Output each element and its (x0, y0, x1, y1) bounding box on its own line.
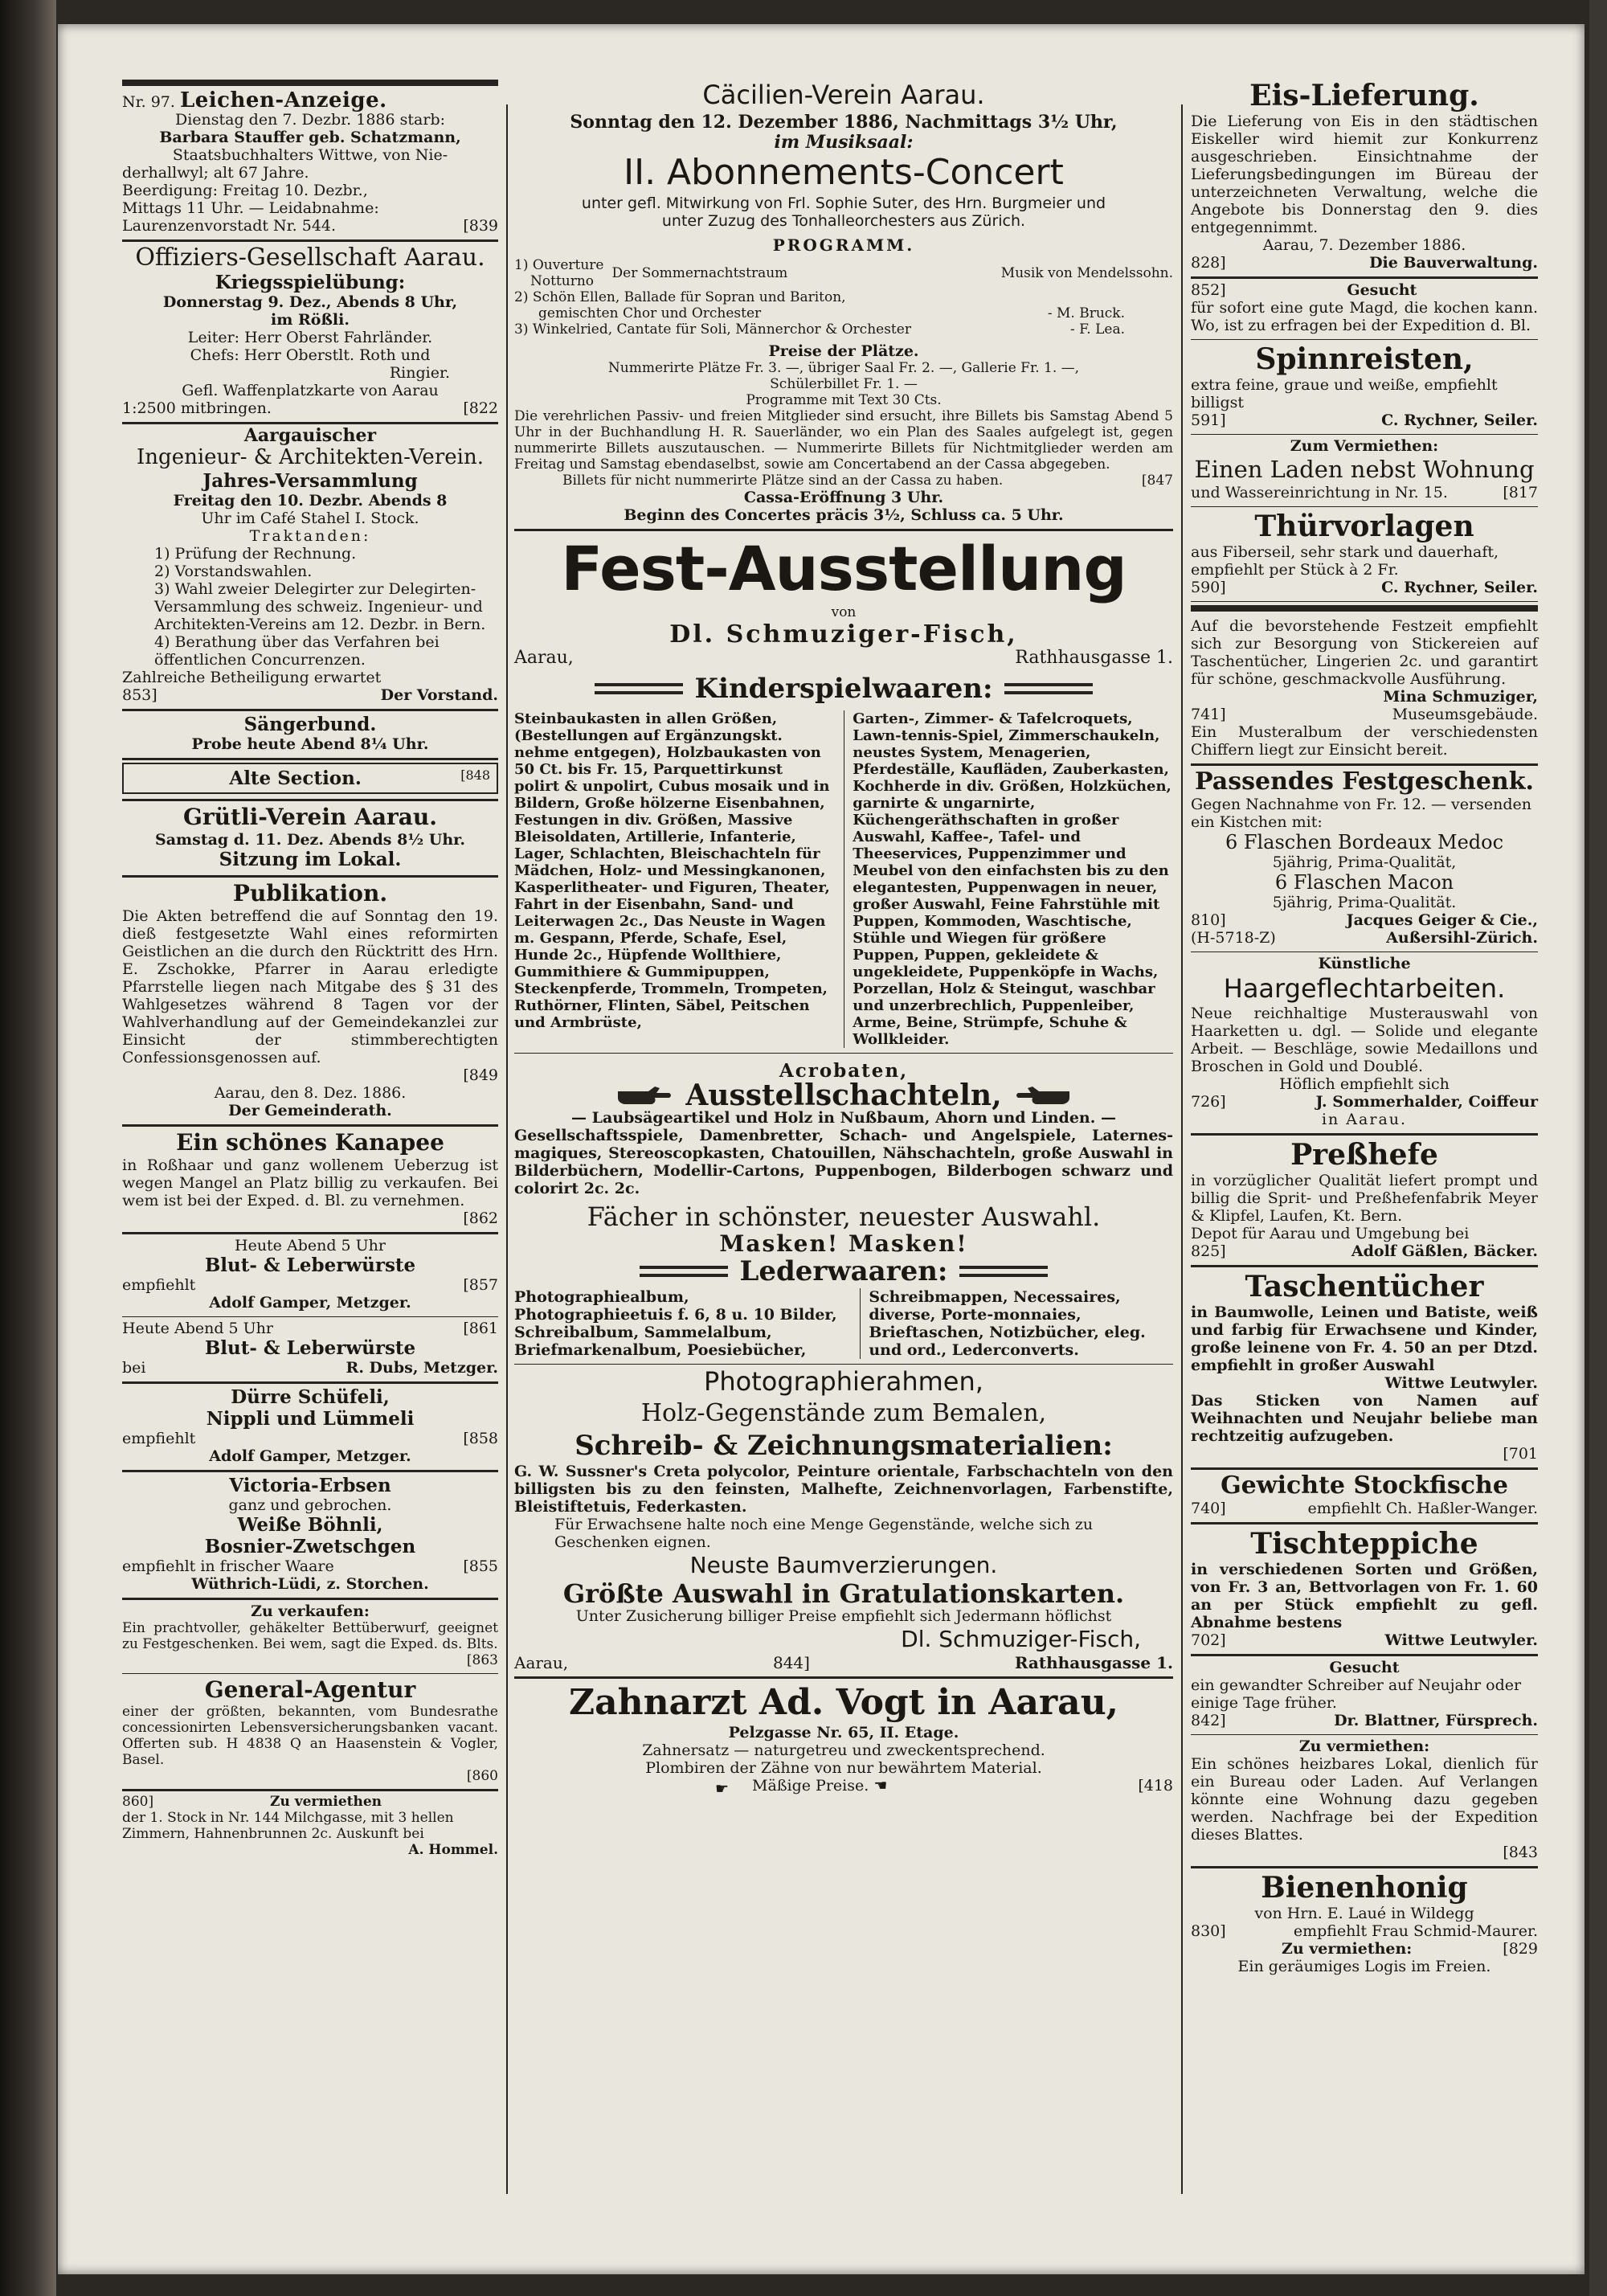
ad-alte-section (122, 760, 498, 801)
ad-title: Victoria-Erbsen (229, 1475, 391, 1496)
ad-blutwurst-dubs (122, 1317, 498, 1384)
ad-body: Die verehrlichen Passiv- und freien Mitglieder sind ersucht, ihre Billets bis Samstag Abend 5 Uhr in der Buchhandlung H. R. Sauerländer, wo ein Plan des Saales aufgelegt ist, gegen nummerirte Billets auszutauschen. — Nummerirte Billets für Nichtmitglieder werden am Freitag und Samstag ebendaselbst, sowie am Concertabend an der Cassa abgegeben. (514, 408, 1173, 473)
text-line: Laurenzenvorstadt Nr. 544. (122, 217, 337, 235)
ad-title: Preßhefe (1290, 1138, 1438, 1172)
section-title: Holz-Gegenstände zum Bemalen, (640, 1399, 1047, 1427)
text-line: im Musiksaal: (774, 132, 914, 153)
ad-body: Ein prachtvoller, gehäkelter Bettüberwurf, geeignet zu Festgeschenken. Bei wem, sagt die Exped. ds. Blts. (122, 1620, 498, 1652)
ad-stickereien (1191, 615, 1538, 766)
section-title: Schreib- & Zeichnungsmaterialien: (575, 1430, 1113, 1462)
ad-ref: [863 (466, 1652, 498, 1668)
ad-title: Einen Laden nebst Wohnung (1194, 456, 1535, 483)
text-line: empfiehlt (122, 1430, 196, 1447)
ad-stockfische (1191, 1470, 1538, 1525)
text-line: von (831, 604, 857, 620)
text-line: empfiehlt (122, 1276, 196, 1294)
text-line: Sonntag den 12. Dezember 1886, Nachmittags 3½ Uhr, (570, 112, 1118, 133)
ad-fest-ausstellung (514, 531, 1173, 1679)
ad-spinnreisten (1191, 340, 1538, 435)
ad-vermiethen-hommel (122, 1791, 498, 1858)
ad-schreiber (1191, 1656, 1538, 1735)
ad-ref: [849 (463, 1066, 498, 1084)
ad-subtitle: Jahres-Versammlung (202, 470, 418, 492)
section-title: Acrobaten, (779, 1060, 909, 1082)
program-item: Notturno (530, 273, 595, 289)
ad-title: Offiziers-Gesellschaft Aarau. (135, 244, 485, 272)
ad-offiziers (122, 242, 498, 424)
text-line: Uhr im Café Stahel I. Stock. (201, 510, 419, 527)
ad-signature: Der Gemeinderath. (228, 1102, 392, 1119)
ad-ref: 860] (122, 1794, 154, 1810)
ad-magd (1191, 279, 1538, 340)
ornament-bar (959, 1266, 1048, 1277)
ad-zahnarzt (514, 1679, 1173, 1798)
text-line: empfiehlt Ch. Haßler-Wanger. (1307, 1500, 1538, 1517)
ad-caecilien (514, 76, 1173, 531)
ad-title: Haargeflechtarbeiten. (1223, 973, 1506, 1004)
text-line: Aarau, (514, 1653, 569, 1672)
text-line: 1:2500 mitbringen. (122, 399, 272, 417)
ad-signature: Adolf Gäßlen, Bäcker. (1351, 1242, 1538, 1260)
ad-title: Grütli-Verein Aarau. (183, 804, 437, 830)
ad-lokal (1191, 1735, 1538, 1868)
ad-title: Publikation. (232, 880, 388, 907)
text-line: Für Erwachsene halte noch eine Menge Gegenstände, welche sich zu Geschenken eignen. (554, 1516, 1094, 1551)
ad-ref: 726] (1191, 1093, 1226, 1111)
text-line: Ringier. (389, 364, 450, 382)
ad-subtitle: Sitzung im Lokal. (219, 849, 402, 870)
ad-title: Eis-Lieferung. (1249, 79, 1479, 113)
text-line: Samstag d. 11. Dez. Abends 8½ Uhr. (154, 831, 466, 849)
section-title: Ausstellschachteln, (685, 1078, 1002, 1112)
ad-ref: [847 (1141, 473, 1173, 489)
ad-ref: [829 (1503, 1940, 1538, 1958)
ad-ref: 810] (1191, 911, 1226, 929)
text-line: Zahlreiche Betheiligung erwartet (122, 669, 382, 686)
pointing-hand-icon (1015, 1085, 1071, 1106)
text-line: Billets für nicht nummerirte Plätze sind an der Cassa zu haben. (562, 473, 1004, 489)
ad-signature: Die Bauverwaltung. (1369, 254, 1538, 272)
ad-body: Gesellschaftsspiele, Damenbretter, Schach- und Angelspiele, Laternes-magiques, Stereoscopkasten, Chatouillen, Nähschachteln, große Auswahl in Bilderbüchern, Modellir-Cartons, Puppenbogen, Bilderbogen schwarz und colorirt 2c. 2c. (514, 1127, 1173, 1197)
ad-agentur (122, 1674, 498, 1791)
program-composer: - M. Bruck. (1047, 305, 1125, 321)
text-line: Museumsgebäude. (1392, 706, 1538, 723)
ad-presshefe (1191, 1136, 1538, 1267)
ad-ref: [848 (460, 767, 490, 783)
text-line: Zahnersatz — naturgetreu und zweckentsprechend. (642, 1741, 1045, 1759)
text-line: empfiehlt in frischer Waare (122, 1557, 334, 1575)
text-line: Traktanden: (249, 527, 371, 545)
ad-subtitle: Künstliche (1318, 955, 1411, 972)
ad-verkaufen (122, 1600, 498, 1674)
text-line: Rathhausgasse 1. (1014, 1653, 1173, 1672)
ad-title: Sängerbund. (243, 714, 377, 735)
ad-title: Zu vermiethen (270, 1794, 382, 1810)
ad-blutwurst-gamper (122, 1234, 498, 1317)
ad-eis (1191, 76, 1538, 279)
ad-title: Ein schönes Kanapee (176, 1129, 444, 1156)
ad-ref: 825] (1191, 1242, 1226, 1260)
text-line: derhallwyl; alt 67 Jahre. (122, 164, 309, 182)
section-title: Lederwaaren: (739, 1255, 948, 1287)
ad-ref: [822 (463, 399, 498, 417)
center-column (514, 76, 1173, 1798)
text-line: Rathhausgasse 1. (1015, 648, 1173, 668)
firm-name: Dl. Schmuziger-Fisch, (669, 620, 1018, 649)
ad-title: Gesucht (1347, 281, 1417, 299)
list-item: 3) Wahl zweier Delegirter zur Delegirten-Versammlung des schweiz. Ingenieur- und Architekten-Vereins am 12. Dezbr. in Bern. (154, 580, 486, 633)
prices-heading: Preise der Plätze. (768, 342, 919, 360)
text-line: ganz und gebrochen. (228, 1496, 392, 1514)
ad-signature: Außersihl-Zürich. (1386, 929, 1538, 947)
section-title: Photographierahmen, (704, 1366, 983, 1397)
ad-erbsen (122, 1472, 498, 1600)
ad-subtitle: Kriegsspielübung: (215, 272, 406, 293)
ad-signature: J. Sommerhalder, Coiffeur (1315, 1093, 1538, 1111)
ad-leichen (122, 89, 498, 242)
program-item: gemischten Chor und Orchester (538, 305, 762, 321)
ad-title: Cäcilien-Verein Aarau. (702, 80, 985, 110)
section-title: Neuste Baumverzierungen. (689, 1552, 998, 1578)
left-column (122, 76, 498, 1858)
list-item: 1) Prüfung der Rechnung. (154, 545, 357, 563)
program-item: 2) Schön Ellen, Ballade für Sopran und Bariton, (514, 289, 846, 305)
ad-title: Passendes Festgeschenk. (1195, 767, 1534, 796)
text-line: von Hrn. E. Laué in Wildegg (1254, 1905, 1474, 1922)
concert-title: II. Abonnements-Concert (624, 152, 1064, 193)
ad-title: Leichen-Anzeige. (179, 88, 387, 113)
program-item: Der Sommernachtstraum (611, 265, 788, 281)
text-line: Donnerstag 9. Dez., Abends 8 Uhr, (162, 293, 458, 311)
ad-body: für sofort eine gute Magd, die kochen kann. Wo, ist zu erfragen bei der Expedition d. Bl. (1191, 299, 1538, 334)
ad-title: Zu vermiethen: (1281, 1940, 1413, 1958)
text-line: Programme mit Text 30 Cts. (746, 392, 942, 408)
ad-ref: 702] (1191, 1631, 1226, 1649)
text-line: Freitag den 10. Dezbr. Abends 8 (173, 492, 448, 510)
text-line: unter Zuzug des Tonhalleorchesters aus Zürich. (661, 212, 1026, 230)
ad-signature: Wittwe Leutwyler. (1384, 1374, 1538, 1392)
text-line: Unter Zusicherung billiger Preise empfiehlt sich Jedermann höflichst (575, 1607, 1112, 1625)
ad-signature: C. Rychner, Seiler. (1381, 579, 1538, 596)
text-line: 5jährig, Prima-Qualität, (1272, 853, 1457, 871)
text-line: Barbara Stauffer geb. Schatzmann, (159, 129, 461, 146)
ad-title: Nippli und Lümmeli (206, 1408, 415, 1430)
text-line: Chefs: Herr Oberstlt. Roth und (190, 346, 431, 364)
ad-title: Blut- & Leberwürste (204, 1254, 416, 1276)
ad-title: Aargauischer (243, 425, 377, 446)
ad-ref: 844] (772, 1653, 810, 1672)
text-line: — Laubsägeartikel und Holz in Nußbaum, Ahorn und Linden. — (571, 1109, 1116, 1127)
ad-title: Zu vermiethen: (1298, 1737, 1430, 1755)
ad-title: Gewichte Stockfische (1221, 1471, 1508, 1500)
ornament-bar (595, 683, 683, 694)
ad-title: Tischteppiche (1250, 1527, 1478, 1561)
ad-ref: 830] (1191, 1922, 1226, 1940)
text-line: Ein geräumiges Logis im Freien. (1237, 1958, 1491, 1975)
ad-body: in verschiedenen Sorten und Größen, von Fr. 3 an, Bettvorlagen von Fr. 1. 60 an per Stück empfiehlt zu gefl. Abnahme bestens (1191, 1561, 1538, 1631)
right-column (1191, 76, 1538, 1975)
top-bar (122, 80, 498, 86)
ad-signature: A. Hommel. (408, 1842, 498, 1858)
ad-title: General-Agentur (204, 1676, 416, 1703)
ad-duerre (122, 1384, 498, 1472)
program-heading: PROGRAMM. (772, 235, 915, 255)
ad-title: Gesucht (1329, 1659, 1400, 1676)
text-line: Beginn des Concertes präcis 3½, Schluss ca. 5 Uhr. (624, 506, 1064, 524)
program-item: 1) Ouverture (514, 257, 604, 273)
ad-title: Bienenhonig (1261, 1871, 1468, 1905)
ad-title: Spinnreisten, (1255, 342, 1474, 376)
ad-title: Ingenieur- & Architekten-Verein. (137, 445, 484, 469)
ad-haargeflecht (1191, 952, 1538, 1136)
ad-title: Weiße Böhnli, (237, 1514, 383, 1536)
ad-signature: Dr. Blattner, Fürsprech. (1334, 1712, 1538, 1729)
ornament-bar (1004, 683, 1093, 694)
ad-ref: 828] (1191, 254, 1226, 272)
ad-tischteppiche (1191, 1525, 1538, 1656)
ad-body: extra feine, graue und weiße, empfiehlt billigst (1191, 376, 1498, 411)
ad-body: in Roßhaar und ganz wollenem Ueberzug ist wegen Mangel an Platz billig zu verkaufen. Bei wem ist bei der Exped. d. Bl. zu vernehmen. (122, 1156, 498, 1209)
ad-title: Alte Section. (229, 767, 362, 789)
ad-ref: 842] (1191, 1712, 1226, 1729)
ad-ref: 591] (1191, 411, 1226, 429)
section-title: Kinderspielwaaren: (694, 673, 993, 705)
ad-body: Ein schönes heizbares Lokal, dienlich für ein Bureau oder Laden. Auf Verlangen könnte eine Wohnung dazu gegeben werden. Nachfrage bei der Expedition dieses Blattes. (1191, 1755, 1538, 1844)
ad-signature: Wüthrich-Lüdi, z. Storchen. (191, 1575, 429, 1593)
ad-subtitle: Zum Vermiethen: (1290, 437, 1439, 455)
ad-body: G. W. Sussner's Creta polycolor, Peinture orientale, Farbschachteln von den billigsten bis zu den feinsten, Malhefte, Zeichnenvorlagen, Farbenstifte, Bleistiftetuis, Federkasten. (514, 1463, 1173, 1516)
ornament-bar (640, 1266, 728, 1277)
ad-body: Photographiealbum, Photographieetuis f. 6, 8 u. 10 Bilder, Schreibalbum, Sammelalbum, Briefmarkenalbum, Poesiebücher, (514, 1288, 837, 1359)
ad-title: Bosnier-Zwetschgen (204, 1536, 416, 1557)
ad-ref: [701 (1503, 1445, 1538, 1463)
ad-ref: [858 (463, 1430, 498, 1447)
ad-body: Ein Musteralbum der verschiedensten Chiffern liegt zur Einsicht bereit. (1191, 723, 1538, 759)
section-title: Größte Auswahl in Gratulationskarten. (562, 1578, 1125, 1609)
text-line: Plombiren der Zähne von nur bewährtem Material. (645, 1759, 1042, 1777)
text-line: Höflich empfiehlt sich (1279, 1075, 1450, 1093)
ad-signature: Wittwe Leutwyler. (1384, 1631, 1538, 1649)
text-line: Aarau, (514, 648, 574, 668)
ad-ref: [418 (1138, 1777, 1173, 1795)
ad-body: Das Sticken von Namen auf Weihnachten und Neujahr beliebe man rechtzeitig aufzugeben. (1191, 1392, 1538, 1445)
section-title: Fächer in schönster, neuester Auswahl. (587, 1201, 1101, 1232)
text-line: in Aarau. (1321, 1111, 1408, 1128)
pointing-hand-icon: ☚ (873, 1777, 888, 1795)
ad-ref: 852] (1191, 281, 1226, 299)
list-item: 4) Berathung über das Verfahren bei öffentlichen Concurrenzen. (154, 633, 440, 669)
text-line: Aarau, 7. Dezember 1886. (1262, 236, 1466, 254)
book-binding (0, 0, 56, 2296)
text-line: Depot für Aarau und Umgebung bei (1191, 1225, 1470, 1242)
ad-ref: [855 (463, 1557, 498, 1575)
ad-ingenieur (122, 424, 498, 711)
ad-ref: [860 (466, 1768, 498, 1784)
ad-signature: Jacques Geiger & Cie., (1346, 911, 1538, 929)
program-composer: - F. Lea. (1070, 321, 1125, 338)
ad-body: in vorzüglicher Qualität liefert prompt und billig die Sprit- und Preßhefenfabrik Meyer & Klipfel, Laufen, Kt. Bern. (1191, 1172, 1538, 1225)
ad-signature: Dl. Schmuziger-Fisch, (901, 1626, 1141, 1652)
column-rule (1181, 104, 1183, 2194)
ad-body: in Baumwolle, Leinen und Batiste, weiß und farbig für Erwachsene und Kinder, große leinene von Fr. 4. 50 an per Dtzd. empfiehlt in großer Auswahl (1191, 1304, 1538, 1374)
text-line: Leiter: Herr Oberst Fahrländer. (187, 329, 433, 346)
ad-ref: 740] (1191, 1500, 1226, 1517)
text-line: Probe heute Abend 8¼ Uhr. (191, 735, 429, 753)
ad-ref: [857 (463, 1276, 498, 1294)
list-item: 2) Vorstandswahlen. (154, 563, 313, 580)
pointing-hand-icon: ☛ (715, 1780, 730, 1798)
text-line: Schülerbillet Fr. 1. — (770, 376, 918, 392)
ad-ref: [817 (1503, 484, 1538, 501)
ad-body: Schreibmappen, Necessaires, diverse, Porte-monnaies, Brieftaschen, Notizbücher, eleg. und ord., Lederconverts. (860, 1288, 1173, 1359)
separator-bar (1191, 605, 1538, 612)
ad-signature: Adolf Gamper, Metzger. (209, 1294, 411, 1312)
ad-title: Thürvorlagen (1254, 510, 1474, 543)
ad-festgeschenk (1191, 766, 1538, 952)
ad-body: Steinbaukasten in allen Größen, (Bestellungen auf Ergänzungskt. nehme entgegen), Holzbaukasten von 50 Ct. bis Fr. 15, Parquettirkunst polirt & unpolirt, Cubus mosaik und in Bildern, Große hölzerne Eisenbahnen, Festungen in div. Größen, Massive Bleisoldaten, Artillerie, Infanterie, Lager, Schlachten, Bleischachteln für Mädchen, Holz- und Messingkanonen, Kasperlitheater- und Figuren, Theater, Fahrt in der Eisenbahn, Sand- und Leiterwagen 2c., Das Neuste in Wagen m. Gespann, Pferde, Schafe, Esel, Hunde 2c., Hüpfende Wollthiere, Gummithiere & Gummipuppen, Steckenpferde, Trommeln, Trompeten, Ruthörner, Flinten, Säbel, Peitschen und Armbrüste, (514, 710, 830, 1031)
ad-bienenhonig (1191, 1868, 1538, 1975)
text-line: empfiehlt Frau Schmid-Maurer. (1293, 1922, 1538, 1940)
ad-body: der 1. Stock in Nr. 144 Milchgasse, mit 3 hellen Zimmern, Hahnenbrunnen 2c. Auskunft bei (122, 1810, 454, 1842)
ad-kanape (122, 1127, 498, 1234)
ad-signature: R. Dubs, Metzger. (346, 1359, 498, 1377)
ad-body: Auf die bevorstehende Festzeit empfiehlt sich zur Besorgung von Stickereien auf Taschentücher, Lingerien 2c. und garantirt für schöne, geschmackvolle Ausführung. (1191, 617, 1538, 688)
ad-body: Garten-, Zimmer- & Tafelcroquets, Lawn-tennis-Spiel, Zimmerschaukeln, neustes System, Menagerien, Pferdeställe, Kaufläden, Zauberkasten, Kochherde in div. Größen, Holzküchen, garnirte & ungarnirte, Küchengeräthschaften in großer Auswahl, Kaffee-, Tafel- und Theeservices, Puppenzimmer und Meubel von den einfachsten bis zu den elegantesten, Puppenwagen in neuer, großer Auswahl, Feine Fahrstühle mit Puppen, Kommoden, Waschtische, Stühle und Wiegen für größere Puppen, Puppen, gekleidete & ungekleidete, Puppenköpfe in Wachs, Porzellan, Holz & Steingut, waschbar und unzerbrechlich, Puppenleiber, Arme, Beine, Strümpfe, Schuhe & Wollkleider. (844, 710, 1173, 1048)
section-title: Masken! Masken! (719, 1230, 968, 1257)
ad-title: Zahnarzt Ad. Vogt in Aarau, (569, 1682, 1118, 1723)
text-line: Aarau, den 8. Dez. 1886. (214, 1084, 407, 1102)
ad-title: Taschentücher (1245, 1270, 1484, 1304)
program-item: 3) Winkelried, Cantate für Soli, Männerchor & Orchester (514, 321, 911, 338)
text-line: Nummerirte Plätze Fr. 3. —, übriger Saal Fr. 2. —, Gallerie Fr. 1. —, (607, 360, 1080, 376)
text-line: bei (122, 1359, 146, 1377)
text-line: Pelzgasse Nr. 65, II. Etage. (728, 1724, 959, 1741)
ad-title: Blut- & Leberwürste (204, 1337, 416, 1359)
ad-laden (1191, 435, 1538, 507)
ad-body: aus Fiberseil, sehr stark und dauerhaft, empfiehlt per Stück à 2 Fr. (1191, 543, 1499, 579)
ad-ref: (H-5718-Z) (1191, 929, 1276, 947)
page-edge (1589, 0, 1607, 2296)
ad-body: Neue reichhaltige Musterauswahl von Haarketten u. dgl. — Solide und elegante Arbeit. — Beschläge, sowie Medaillons und Broschen in Gold und Doublé. (1191, 1005, 1538, 1075)
ad-publikation (122, 878, 498, 1127)
text-line: Heute Abend 5 Uhr (122, 1320, 273, 1337)
ad-ref: 741] (1191, 706, 1226, 723)
text-line: 6 Flaschen Bordeaux Medoc (1225, 831, 1504, 853)
ad-body: einer der größten, bekannten, vom Bundesrathe concessionirten Lebensversicherungsbanken vacant. Offerten sub. H 4838 Q an Haasenstein & Vogler, Basel. (122, 1704, 498, 1768)
ad-ref: 590] (1191, 579, 1226, 596)
text-line: 6 Flaschen Macon (1274, 871, 1454, 894)
text-line: Beerdigung: Freitag 10. Dezbr., (122, 182, 368, 199)
text-line: Staatsbuchhalters Wittwe, von Nie- (172, 146, 448, 164)
text-line: und Wassereinrichtung in Nr. 15. (1191, 484, 1448, 501)
text-line: Heute Abend 5 Uhr (235, 1237, 386, 1254)
ad-title: Dürre Schüfeli, (231, 1386, 390, 1408)
ad-ref: [862 (463, 1209, 498, 1227)
ad-saenger (122, 711, 498, 760)
ad-body: Die Lieferung von Eis in den städtischen Eiskeller wird hiemit zur Konkurrenz ausgeschrieben. Einsichtnahme der Lieferungsbedingungen im Büreau der unterzeichneten Verwaltung, welche die Angebote bis Donnerstag den 9. dies entgegennimmt. (1191, 113, 1538, 236)
text-line: Cassa-Eröffnung 3 Uhr. (743, 489, 944, 506)
text-line: 5jährig, Prima-Qualität. (1272, 894, 1457, 911)
ad-body: Die Akten betreffend die auf Sonntag den 19. dieß festgesetzte Wahl eines reformirten Geistlichen an die durch den Rücktritt des Hrn. E. Zschokke, Pfarrer in Aarau erledigte Pfarrstelle liegen nach Mitgabe des § 31 des Wahlgesetzes während 8 Tagen vor der Wahlverhandlung auf der Gemeindekanzlei zur Einsicht der stimmberechtigten Confessionsgenossen auf. (122, 907, 498, 1066)
ad-title: Zu verkaufen: (251, 1602, 370, 1620)
text-line: Dienstag den 7. Dezbr. 1886 starb: (174, 111, 446, 129)
issue-number: Nr. 97. (122, 93, 175, 111)
text-line: unter gefl. Mitwirkung von Frl. Sophie Suter, des Hrn. Burgmeier und (581, 194, 1106, 212)
ad-ref: 853] (122, 686, 157, 704)
ad-signature: C. Rychner, Seiler. (1381, 411, 1538, 429)
ad-ref: [839 (463, 217, 498, 235)
ad-ref: [861 (463, 1320, 498, 1337)
text-line: im Rößli. (271, 311, 350, 329)
ad-signature: Der Vorstand. (380, 686, 498, 704)
ad-taschentuecher (1191, 1267, 1538, 1470)
text-line: Mäßige Preise. (752, 1777, 869, 1795)
ad-gruetli (122, 801, 498, 878)
text-line: Mittags 11 Uhr. — Leidabnahme: (122, 199, 379, 217)
ad-thuervorlagen (1191, 507, 1538, 602)
text-line: Gefl. Waffenplatzkarte von Aarau (182, 382, 439, 399)
ad-ref: [843 (1503, 1844, 1538, 1861)
ad-body: ein gewandter Schreiber auf Neujahr oder einige Tage früher. (1191, 1676, 1522, 1712)
ad-signature: Mina Schmuziger, (1383, 688, 1538, 706)
ad-title: Fest-Ausstellung (561, 533, 1127, 604)
program-composer: Musik von Mendelssohn. (1000, 265, 1173, 281)
pointing-hand-icon (616, 1085, 673, 1106)
ad-signature: Adolf Gamper, Metzger. (209, 1447, 411, 1465)
column-rule (506, 104, 508, 2194)
text-line: Gegen Nachnahme von Fr. 12. — versenden ein Kistchen mit: (1191, 796, 1531, 831)
